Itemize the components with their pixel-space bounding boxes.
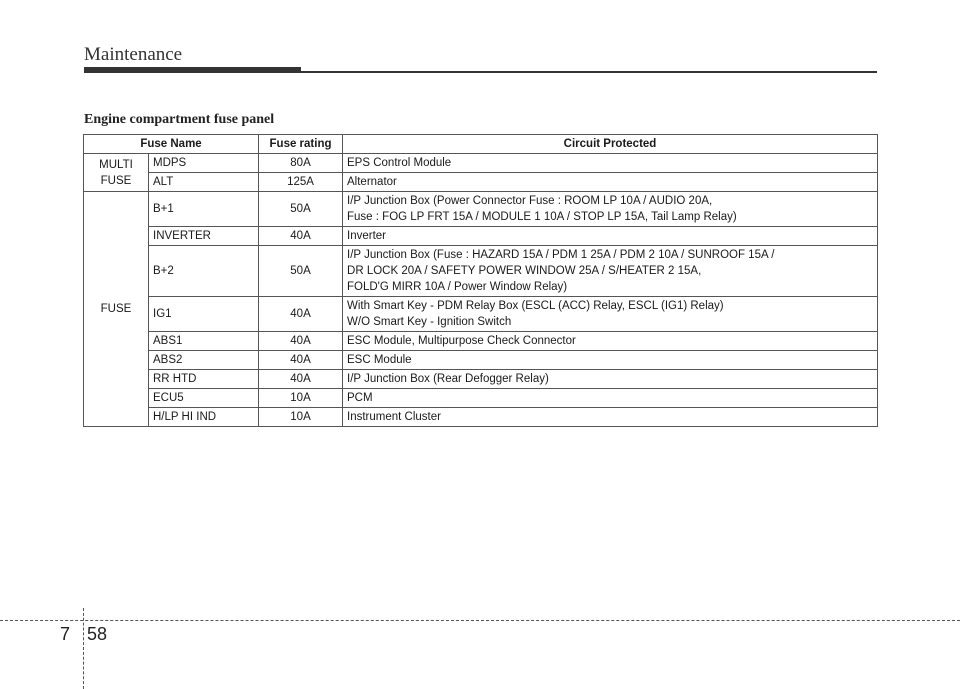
table-row bbox=[84, 173, 878, 192]
section-title: Engine compartment fuse panel bbox=[84, 112, 275, 127]
fuse-table bbox=[83, 134, 878, 427]
fuse-name-cell: ECU5 bbox=[149, 389, 259, 408]
footer-horizontal-rule bbox=[0, 620, 960, 621]
fuse-name-cell: B+2 bbox=[149, 246, 259, 297]
circuit-cell: Inverter bbox=[343, 227, 878, 246]
table-row bbox=[84, 332, 878, 351]
circuit-cell: I/P Junction Box (Rear Defogger Relay) bbox=[343, 370, 878, 389]
table-row bbox=[84, 227, 878, 246]
fuse-rating-cell: 40A bbox=[259, 370, 343, 389]
table-row bbox=[84, 370, 878, 389]
circuit-cell: I/P Junction Box (Power Connector Fuse : ROOM LP 10A / AUDIO 20A, Fuse : FOG LP FRT 15A / MODULE 1 10A / STOP LP 15A, Tail Lamp Relay) bbox=[343, 192, 878, 227]
table-row bbox=[84, 154, 878, 173]
circuit-cell: ESC Module, Multipurpose Check Connector bbox=[343, 332, 878, 351]
fuse-name-cell: ABS2 bbox=[149, 351, 259, 370]
header-rule-thick bbox=[84, 67, 301, 73]
table-header-row bbox=[84, 135, 878, 154]
table-row bbox=[84, 297, 878, 332]
circuit-cell: Instrument Cluster bbox=[343, 408, 878, 427]
circuit-cell: With Smart Key - PDM Relay Box (ESCL (ACC) Relay, ESCL (IG1) Relay) W/O Smart Key - Ignition Switch bbox=[343, 297, 878, 332]
fuse-rating-cell: 40A bbox=[259, 351, 343, 370]
circuit-cell: EPS Control Module bbox=[343, 154, 878, 173]
fuse-rating-cell: 40A bbox=[259, 297, 343, 332]
chapter-number: 7 bbox=[60, 624, 71, 644]
fuse-rating-cell: 40A bbox=[259, 332, 343, 351]
header-fuse-rating: Fuse rating bbox=[259, 135, 343, 154]
group-fuse: FUSE bbox=[84, 192, 149, 427]
fuse-name-cell: B+1 bbox=[149, 192, 259, 227]
fuse-rating-cell: 125A bbox=[259, 173, 343, 192]
fuse-rating-cell: 40A bbox=[259, 227, 343, 246]
fuse-name-cell: INVERTER bbox=[149, 227, 259, 246]
table-row bbox=[84, 351, 878, 370]
circuit-cell: I/P Junction Box (Fuse : HAZARD 15A / PDM 1 25A / PDM 2 10A / SUNROOF 15A / DR LOCK 20A / SAFETY POWER WINDOW 25A / S/HEATER 2 15A, FOLD'G MIRR 10A / Power Window Relay) bbox=[343, 246, 878, 297]
table-row bbox=[84, 246, 878, 297]
fuse-rating-cell: 10A bbox=[259, 389, 343, 408]
table-row bbox=[84, 192, 878, 227]
table-row bbox=[84, 389, 878, 408]
fuse-rating-cell: 10A bbox=[259, 408, 343, 427]
circuit-cell: ESC Module bbox=[343, 351, 878, 370]
group-multi-fuse: MULTI FUSE bbox=[84, 154, 149, 192]
table-row bbox=[84, 408, 878, 427]
page-number: 58 bbox=[87, 624, 108, 644]
fuse-name-cell: IG1 bbox=[149, 297, 259, 332]
fuse-name-cell: H/LP HI IND bbox=[149, 408, 259, 427]
fuse-rating-cell: 80A bbox=[259, 154, 343, 173]
header-circuit-protected: Circuit Protected bbox=[343, 135, 878, 154]
fuse-name-cell: MDPS bbox=[149, 154, 259, 173]
page-header-title: Maintenance bbox=[84, 44, 183, 65]
fuse-name-cell: RR HTD bbox=[149, 370, 259, 389]
fuse-name-cell: ALT bbox=[149, 173, 259, 192]
fuse-rating-cell: 50A bbox=[259, 246, 343, 297]
header-fuse-name: Fuse Name bbox=[84, 135, 259, 154]
header-rule-thin bbox=[301, 71, 877, 73]
fuse-rating-cell: 50A bbox=[259, 192, 343, 227]
circuit-cell: Alternator bbox=[343, 173, 878, 192]
fuse-name-cell: ABS1 bbox=[149, 332, 259, 351]
circuit-cell: PCM bbox=[343, 389, 878, 408]
